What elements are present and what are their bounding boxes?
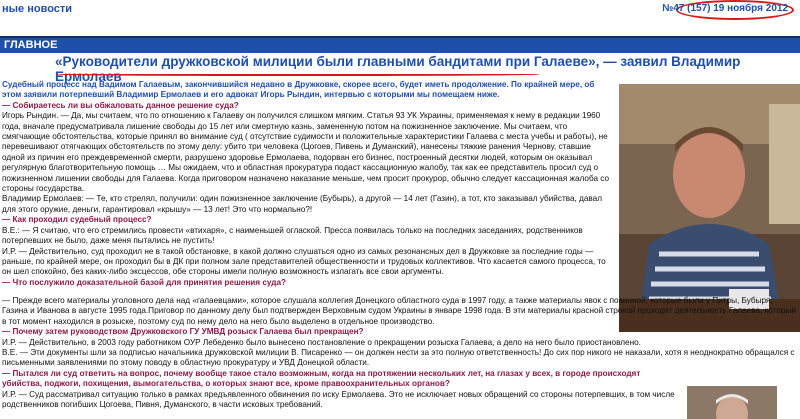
section-title: ГЛАВНОЕ (4, 39, 58, 51)
top-bar (0, 0, 800, 22)
answer-1: Игорь Рындин. — Да, мы считаем, что по отношению к Галаеву он получился слишком мягким. Статья 93 УК Украины, применяемая к нему в редакции 1960 года, вначале предусматривала лишение свободы до 15 лет или смертную казнь, замененную потом на пожизненное заключение. Мы считаем, что смягчающие обстоятельства, которые принял во внимание суд ( отсутствие судимости и положительные характеристики Галаева с места учебы и работы), не перевешивают отягчающих обстоятельств по этому делу: убито три человека (Цогоев, Пивень и Думанский), нанесены тяжкие ранения Чернову, ставшие одной из причин его преждевременной смерти, разрушено здоровье Ермолаева, подорван его бизнес, построенный десятки людей, которым он оказывал регулярную благотворительную помощь … Мы ожидаем, что и областная прокуратура подаст кассационную жалобу, так как ее представитель просил суд о пожизненном лишении свободы для Галаева. Когда приговором назначено наказание меньше, чем просит прокурор, обычно следует кассационная жалоба со стороны государства. (2, 111, 610, 194)
answer-4: И.Р. — Действительно, в 2003 году работником ОУР Лебеденко было вынесено постановление о прекращении розыска Галаева, а дело на него было приостановлено. (2, 337, 641, 347)
answer-3: — Прежде всего материалы уголовного дела над «галаевцами», которое слушала коллегия Донецкого областного суда в 1997 году, а также материалы явок с повинной, которые были у Питры, Бубыря, Газина и Иванова в августе 1995 года.Приговор по данному делу был подтвержден Верховным судом Украины в январе 1998 года. В эти материалы красной строкой проходит деятельность Галаева, который в тот момент находился в розыске, поэтому суд по нему дело на него было выделено в отдельное производство. (2, 296, 796, 326)
answer-1b: Владимир Ермолаев: — Те, кто стрелял, получили: один пожизненное заключение (Бубырь), а другой — 14 лет (Газин), а тот, кто заказывал убийства, давал для этого оружие, деньги, гарантировал «крышу» — 13 лет! Это что нормально?! (2, 194, 603, 214)
article-lead: Судебный процесс над Вадимом Галаевым, закончившийся недавно в Дружковке, скорее всего, будет иметь продолжение. По крайней мере, об этом заявили потерпевший Владимир Ермолаев и его адвокат Игорь Рындин, интервью с которыми мы помещаем ниже. (2, 80, 595, 100)
issue-number: №47 (157) 19 ноября 2012 (662, 3, 788, 14)
headline-underline-marker (57, 72, 539, 76)
news-link[interactable]: ные новости (2, 3, 73, 15)
article-body-wide (2, 296, 798, 410)
section-bar (0, 36, 800, 53)
article-body (2, 80, 614, 288)
question-5: — Пытался ли суд ответить на вопрос, почему вообще такое стало возможным, когда на протяжении нескольких лет, на глазах у всех, в городе происходят убийства, поджоги, похищения, вымогательства, о которых знают все, кроме правоохранительных органов? (2, 368, 641, 389)
answer-2: В.Е.: — Я считаю, что его стремились провести «втихаря», с наименьшей оглаской. Пресса появилась только на последних заседаниях, родственников потерпевших не было, даже меня пытались не пустить! (2, 225, 583, 246)
portrait-photo (619, 84, 800, 332)
article-headline: «Руководители дружковской милиции были главными бандитами при Галаеве», — заявил Владимир Ермолаев (55, 54, 741, 84)
question-3: — Что послужило доказательной базой для принятия решения суда? (2, 277, 287, 287)
question-1: — Собираетесь ли вы обжаловать данное решение суда? (2, 100, 239, 110)
answer-4b: В.Е. — Эти документы шли за подписью начальника дружковской милиции В. Писаренко — он должен нести за это полную ответственность! До сих пор никого не наказали, хотя я неоднократно обращался с письменными заявлениями по этому поводу в областную прокуратуру и УВД Донецкой области. (2, 348, 795, 368)
question-2: — Как проходил судебный процесс? (2, 215, 152, 225)
question-4: — Почему затем руководством Дружковского ГУ УМВД розыск Галаева был прекращен? (2, 327, 364, 337)
answer-5: И.Р. — Суд рассматривал ситуацию только в рамках предъявленного обвинения по иску Ермолаева. Это не исключает новых обращений со стороны потерпевших, в том числе родственников погибших Цогоева, Пивня, Думанского, в части исковых требований. (2, 389, 675, 410)
answer-2b: И.Р. — Действительно, суд проходил не в такой обстановке, в какой должно слушаться одно из самых резонансных дел в Дружковке за последние годы — раньше, по крайней мере, он проходил бы в ДК при полном зале представителей общественности и трудовых коллективов. Что касается самого процесса, то он шел спокойно, без каких-либо эксцессов, обе стороны имели полную возможность излагать все свои аргументы. (2, 246, 606, 277)
